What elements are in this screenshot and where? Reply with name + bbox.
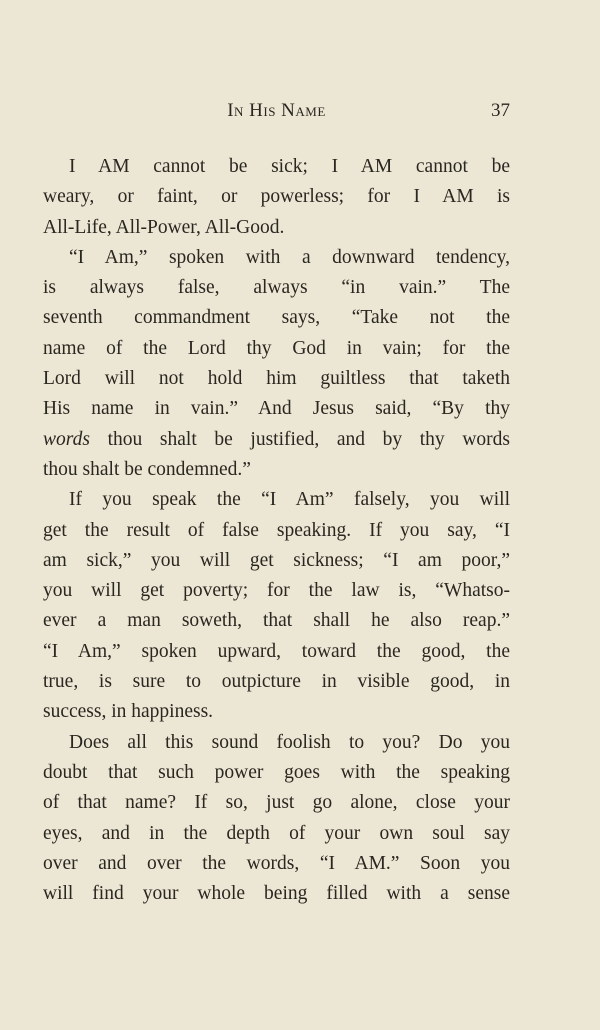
line-text: thou shalt be condemned.” xyxy=(43,458,251,480)
line-text: Lord will not hold him guiltless that taketh xyxy=(43,368,510,390)
text-line xyxy=(43,364,510,394)
line-text: Does all this sound foolish to you? Do you xyxy=(69,731,510,753)
text-line xyxy=(43,303,510,333)
line-text: is always false, always “in vain.” The xyxy=(43,277,510,299)
line-text: I AM cannot be sick; I AM cannot be xyxy=(69,156,510,177)
text-line xyxy=(43,637,510,667)
text-line xyxy=(43,576,510,606)
line-text: doubt that such power goes with the speaking xyxy=(43,761,510,783)
text-line xyxy=(43,606,510,636)
text-line xyxy=(43,849,510,879)
line-text: weary, or faint, or powerless; for I AM is xyxy=(43,186,510,208)
text-line xyxy=(43,152,510,182)
line-text: ever a man soweth, that shall he also reap.” xyxy=(43,610,510,632)
line-text: thou shalt be justified, and by thy words xyxy=(89,428,510,450)
text-line xyxy=(43,182,510,212)
line-text: eyes, and in the depth of your own soul say xyxy=(43,822,510,844)
text-line xyxy=(43,394,510,424)
text-line xyxy=(43,788,510,818)
line-text: If you speak the “I Am” falsely, you will xyxy=(69,489,510,511)
text-line xyxy=(43,425,510,455)
text-line xyxy=(43,546,510,576)
text-line xyxy=(43,273,510,303)
line-text: you will get poverty; for the law is, “Whatso- xyxy=(43,580,510,602)
page-number: 37 xyxy=(491,100,510,121)
line-text: get the result of false speaking. If you say, “I xyxy=(43,519,510,541)
line-text: name of the Lord thy God in vain; for the xyxy=(43,337,510,359)
line-text: His name in vain.” And Jesus said, “By thy xyxy=(43,398,510,420)
line-text: of that name? If so, just go alone, close your xyxy=(43,792,510,814)
text-line xyxy=(43,485,510,515)
italic-word: words xyxy=(43,428,90,450)
text-line xyxy=(43,728,510,758)
line-text: over and over the words, “I AM.” Soon you xyxy=(43,852,510,874)
line-text: All-Life, All-Power, All-Good. xyxy=(43,216,285,238)
line-text: “I Am,” spoken upward, toward the good, the xyxy=(43,640,510,662)
text-line xyxy=(43,243,510,273)
line-text: will find your whole being filled with a sense xyxy=(43,883,510,905)
text-line xyxy=(43,697,510,727)
text-line xyxy=(43,516,510,546)
body-text xyxy=(43,152,510,909)
line-text: true, is sure to outpicture in visible good, in xyxy=(43,671,510,693)
text-line xyxy=(43,758,510,788)
text-line xyxy=(43,213,510,243)
text-line xyxy=(43,819,510,849)
text-line xyxy=(43,455,510,485)
page-header xyxy=(43,100,510,128)
text-line xyxy=(43,334,510,364)
text-line xyxy=(43,667,510,697)
line-text: am sick,” you will get sickness; “I am poor,” xyxy=(43,549,510,571)
line-text: “I Am,” spoken with a downward tendency, xyxy=(69,246,510,268)
line-text: success, in happiness. xyxy=(43,701,214,723)
line-text: seventh commandment says, “Take not the xyxy=(43,307,510,329)
running-title: In His Name xyxy=(227,100,326,121)
text-line xyxy=(43,879,510,909)
